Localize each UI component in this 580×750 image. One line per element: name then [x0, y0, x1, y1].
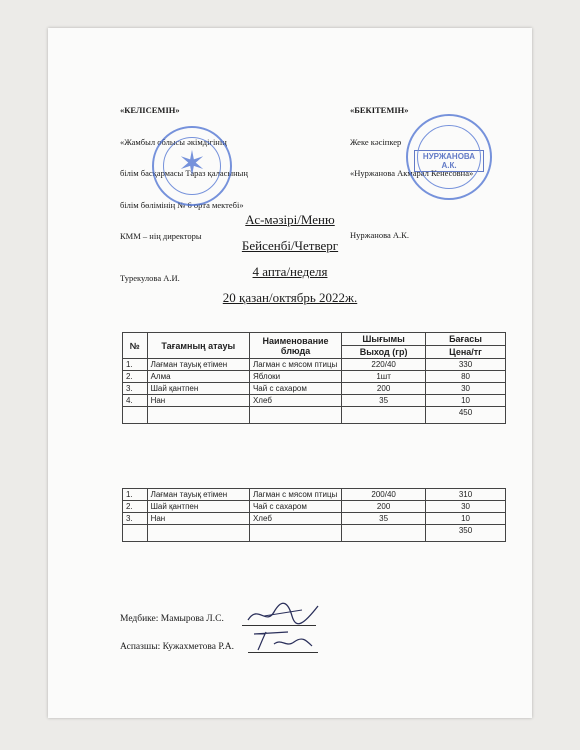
dish-name-ru: Лагман с мясом птицы [249, 489, 341, 501]
row-num: 1. [123, 489, 148, 501]
table-row [123, 395, 506, 407]
dish-name-kz: Лағман тауық етімен [147, 489, 249, 501]
total-price: 350 [426, 525, 506, 542]
approval-left-signer: Турекулова А.И. [120, 272, 180, 283]
dish-name-kz: Лағман тауық етімен [147, 359, 249, 371]
date-title: 20 қазан/октябрь 2022ж. [222, 290, 358, 305]
row-num: 1. [123, 359, 148, 371]
school-seal-icon [152, 126, 232, 206]
row-num: 2. [123, 371, 148, 383]
cook-signature-icon [248, 626, 318, 654]
dish-yield: 35 [342, 513, 426, 525]
nurse-signature-icon [244, 598, 324, 628]
dish-name-kz: Нан [147, 513, 249, 525]
dish-yield: 200 [342, 383, 426, 395]
table-row [123, 501, 506, 513]
dish-name-ru: Чай с сахаром [249, 501, 341, 513]
header-price-kz: Бағасы [426, 333, 506, 346]
dish-price: 10 [426, 513, 506, 525]
dish-name-ru: Чай с сахаром [249, 383, 341, 395]
approval-left-line: білім басқармасы Тараз қаласының [120, 168, 248, 178]
menu-table-1 [122, 332, 506, 424]
dish-price: 30 [426, 501, 506, 513]
row-num: 3. [123, 383, 148, 395]
table-row [123, 371, 506, 383]
dish-name-kz: Нан [147, 395, 249, 407]
dish-yield: 200 [342, 501, 426, 513]
menu-table-2 [122, 488, 506, 542]
dish-name-ru: Яблоки [249, 371, 341, 383]
menu-title: Ас-мәзірі/Меню [245, 212, 335, 227]
dish-name-ru: Лагман с мясом птицы [249, 359, 341, 371]
dish-yield: 220/40 [342, 359, 426, 371]
dish-yield: 35 [342, 395, 426, 407]
dish-price: 330 [426, 359, 506, 371]
total-row [123, 525, 506, 542]
dish-name-kz: Шай қантпен [147, 383, 249, 395]
dish-name-ru: Хлеб [249, 513, 341, 525]
cook-signature-label: Аспазшы: Кужахметова Р.А. [120, 642, 235, 652]
entrepreneur-seal-icon [406, 114, 492, 200]
table-row [123, 489, 506, 501]
total-row [123, 407, 506, 424]
dish-name-kz: Алма [147, 371, 249, 383]
seal-name-label: НУРЖАНОВА А.К. [414, 150, 484, 172]
header-yield-kz: Шығымы [342, 333, 426, 346]
dish-yield: 200/40 [342, 489, 426, 501]
approval-right-line: «Нуржанова Акмарал Кенесовна» [350, 168, 474, 178]
nurse-signature-label: Медбике: Мамырова Л.С. [120, 614, 224, 624]
approval-right-signer: Нуржанова А.К. [350, 229, 409, 240]
header-name-ru: Наименование блюда [249, 333, 341, 359]
dish-name-ru: Хлеб [249, 395, 341, 407]
header-yield-ru: Выход (гр) [342, 346, 426, 359]
table-row [123, 383, 506, 395]
total-price: 450 [426, 407, 506, 424]
dish-yield: 1шт [342, 371, 426, 383]
approval-left-line: білім бөлімінің № 6 орта мектебі» [120, 199, 244, 210]
table-row [123, 359, 506, 371]
document-page [48, 28, 532, 718]
weekday-title: Бейсенбі/Четверг [241, 238, 339, 253]
approval-left-line: «Жамбыл облысы әкімдігінің [120, 136, 227, 147]
row-num: 2. [123, 501, 148, 513]
dish-price: 80 [426, 371, 506, 383]
approval-right-line: Жеке кәсіпкер [350, 136, 402, 147]
approval-left-line: КММ – нің директоры [120, 231, 202, 241]
approval-right-heading: «БЕКІТЕМІН» [350, 105, 409, 115]
row-num: 4. [123, 395, 148, 407]
approval-left-heading: «КЕЛІСЕМІН» [120, 105, 180, 115]
dish-price: 30 [426, 383, 506, 395]
dish-price: 10 [426, 395, 506, 407]
dish-price: 310 [426, 489, 506, 501]
dish-name-kz: Шай қантпен [147, 501, 249, 513]
table-row [123, 513, 506, 525]
header-name-kz: Тағамның атауы [147, 333, 249, 359]
header-num: № [123, 333, 148, 359]
week-title: 4 апта/неделя [252, 264, 328, 279]
header-price-ru: Цена/тг [426, 346, 506, 359]
row-num: 3. [123, 513, 148, 525]
